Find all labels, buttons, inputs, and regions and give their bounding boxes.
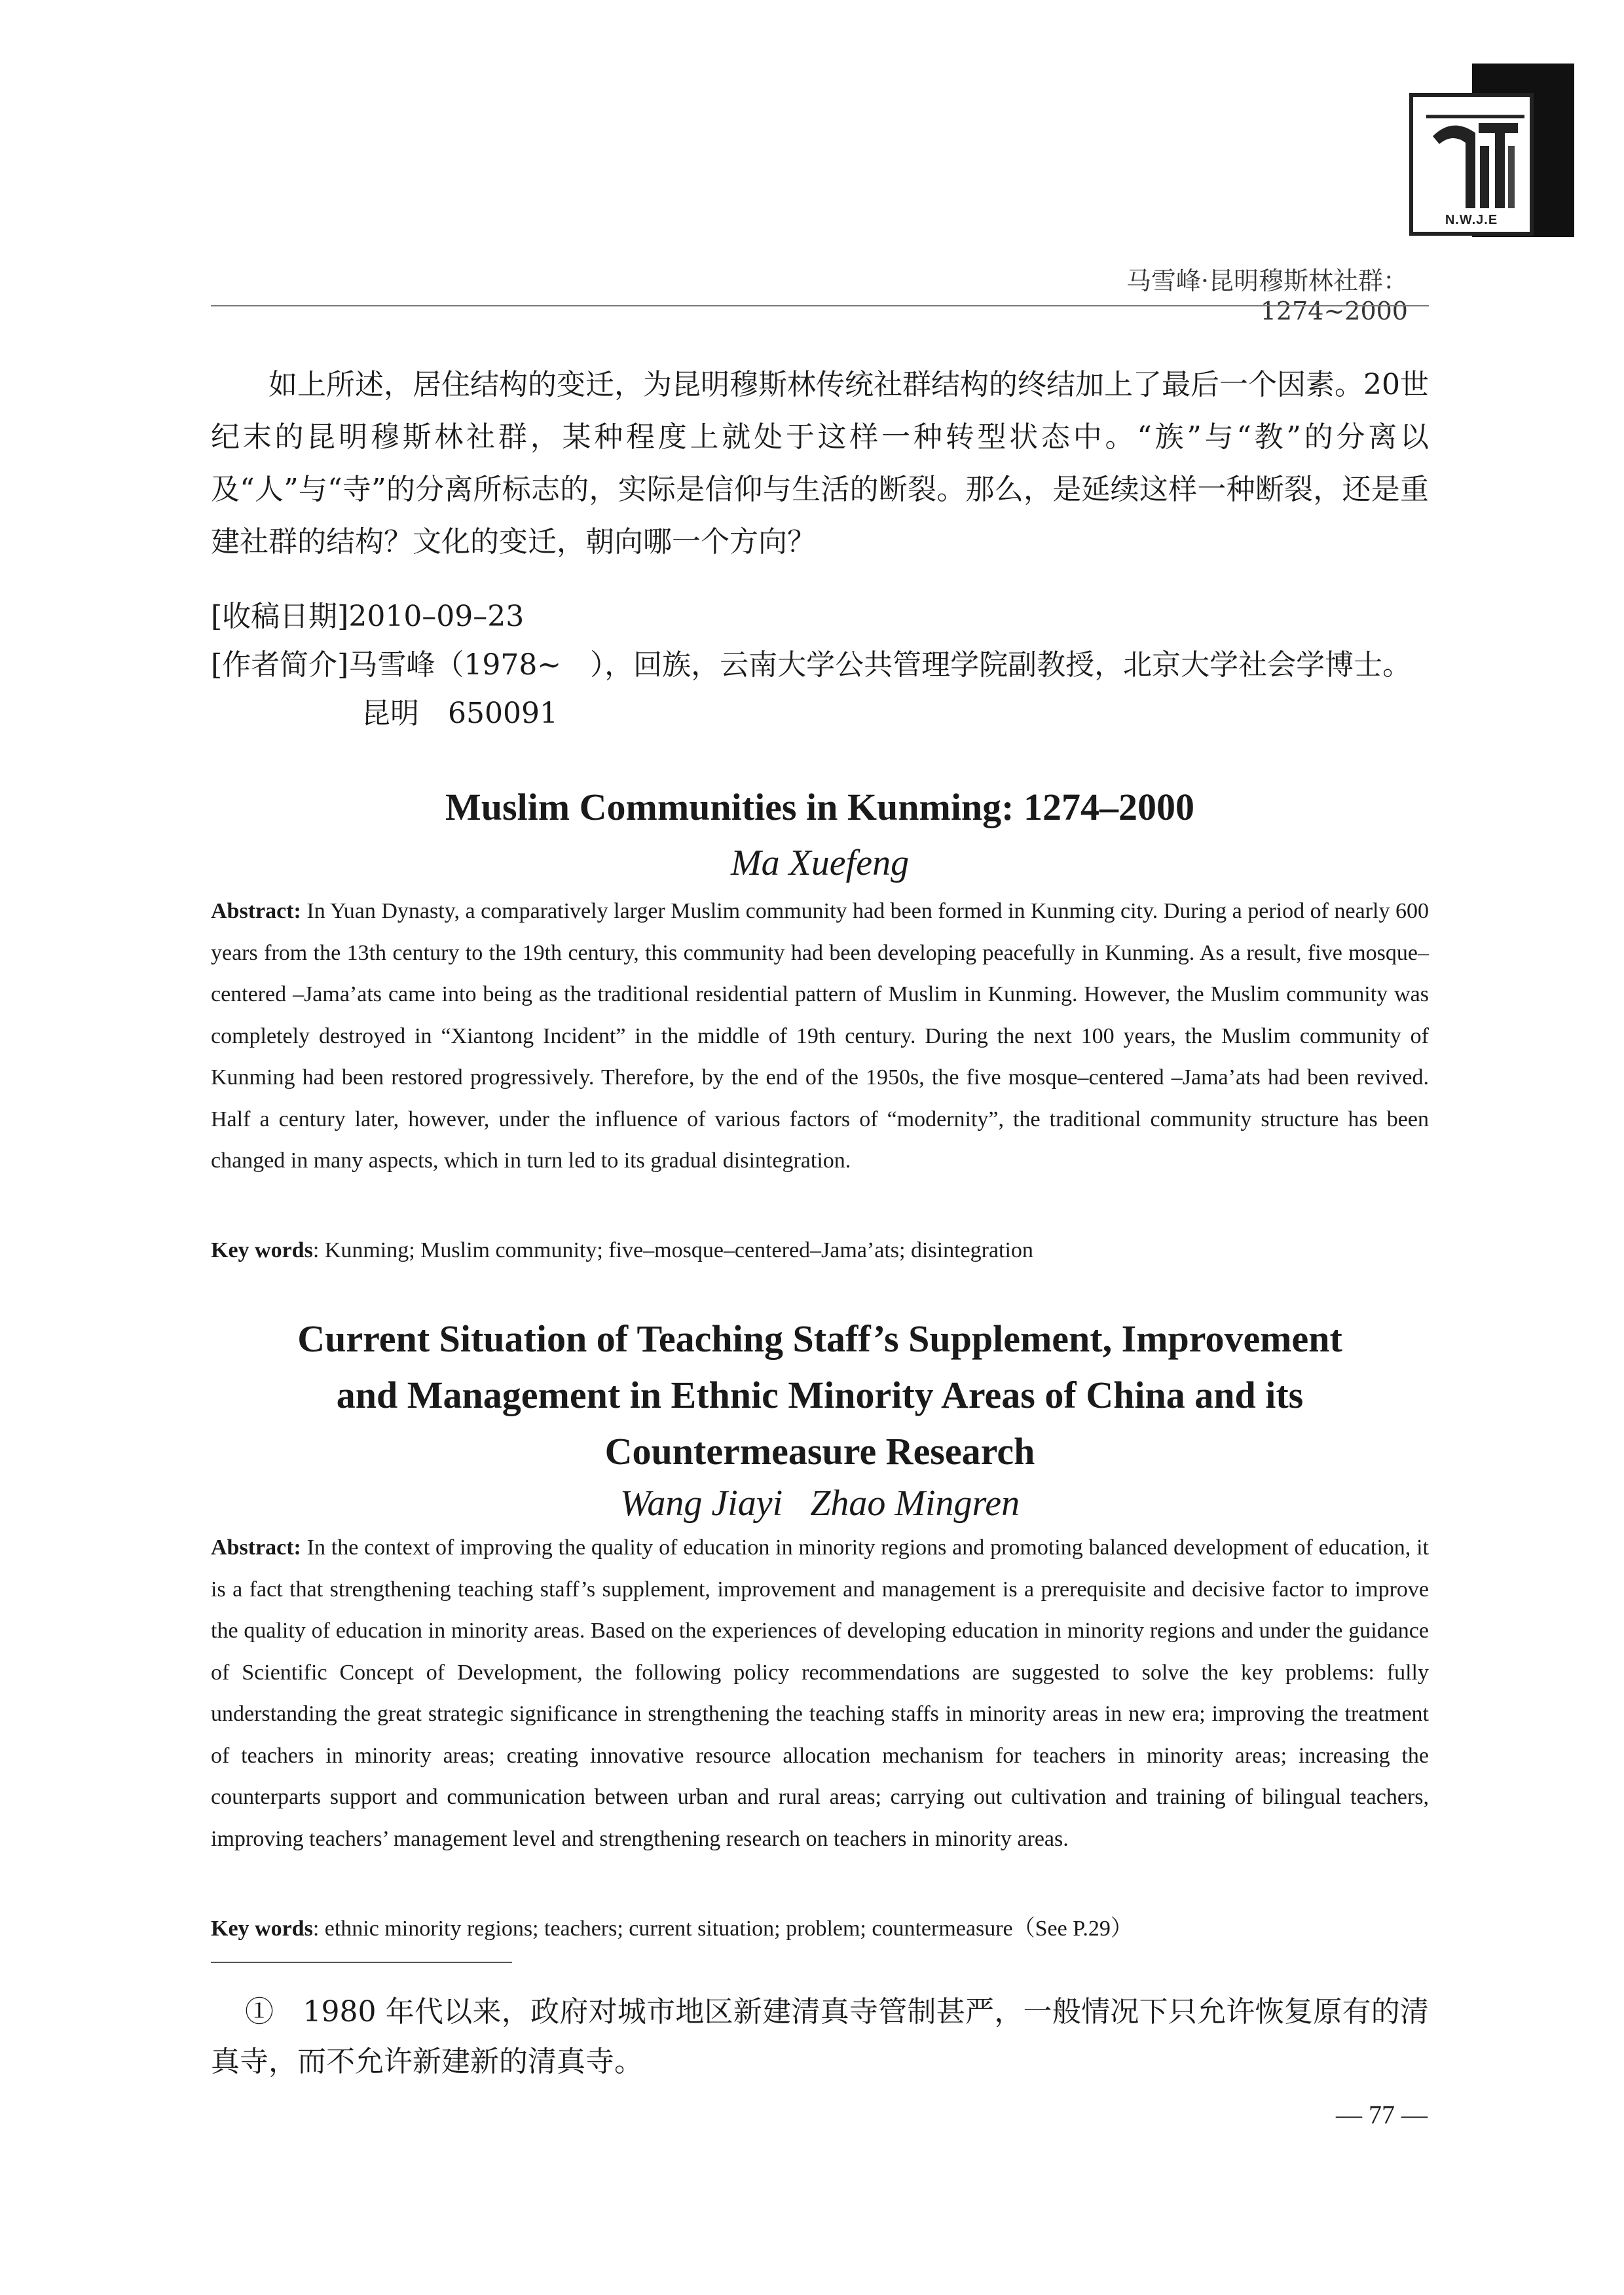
footnote-divider xyxy=(211,1962,512,1963)
article1-author: Ma Xuefeng xyxy=(730,843,910,883)
abstract-label: Abstract: xyxy=(211,1535,301,1560)
abstract-label: Abstract: xyxy=(211,899,301,923)
logo-emblem-icon xyxy=(1413,97,1530,232)
article2-title xyxy=(211,1311,1429,1480)
logo-text: N.W.J.E xyxy=(1445,213,1498,227)
keywords-label: Key words xyxy=(211,1238,313,1262)
chinese-body-paragraph: 如上所述，居住结构的变迁，为昆明穆斯林传统社群结构的终结加上了最后一个因素。20世纪末的昆明穆斯林社群，某种程度上就处于这样一种转型状态中。“族”与“教”的分离以及“人”与“寺”的分离所标志的，实际是信仰与生活的断裂。那么，是延续这样一种断裂，还是重建社群的结构？文化的变迁，朝向哪一个方向？ xyxy=(211,368,1429,559)
article2-title-line-3: Countermeasure Research xyxy=(604,1430,1035,1473)
author-bio: [作者简介]马雪峰（1978~ ），回族，云南大学公共管理学院副教授，北京大学社会学博士。 xyxy=(211,648,1412,682)
abstract-text: In Yuan Dynasty, a comparatively larger Muslim community had been formed in Kunming city. During a period of nearly 600 years from the 13th century to the 19th century, this community had been developing peacefully in Kunming. As a result, five mosque–centered –Jama’ats came into being as the traditional residential pattern of Muslim in Kunming. However, the Muslim community was completely destroyed in “Xiantong Incident” in the middle of 19th century. During the next 100 years, the Muslim community of Kunming had been restored progressively. Therefore, by the end of the 1950s, the five mosque–centered –Jama’ats had been revived. Half a century later, however, under the influence of various factors of “modernity”, the traditional community structure has been changed in many aspects, which in turn led to its gradual disintegration. xyxy=(211,899,1429,1173)
article2-abstract xyxy=(211,1527,1429,1860)
keywords-label: Key words xyxy=(211,1917,313,1941)
article1-keywords xyxy=(211,1231,1429,1270)
article1-title: Muslim Communities in Kunming: 1274–2000 xyxy=(445,786,1194,828)
article2-title-line-2: and Management in Ethnic Minority Areas of China and its xyxy=(336,1374,1304,1416)
received-date: [收稿日期]2010–09–23 xyxy=(211,600,525,633)
article1-abstract xyxy=(211,890,1429,1182)
running-head: 马雪峰·昆明穆斯林社群：1274~2000 xyxy=(1126,266,1408,325)
keywords-text: : Kunming; Muslim community; five–mosque–centered–Jama’ats; disintegration xyxy=(312,1238,1033,1262)
page-number: — 77 — xyxy=(1336,2100,1428,2129)
footnote: ① 1980 年代以来，政府对城市地区新建清真寺管制甚严，一般情况下只允许恢复原有的清真寺，而不允许新建新的清真寺。 xyxy=(211,1995,1429,2078)
abstract-text: In the context of improving the quality of education in minority regions and promoting balanced development of education, it is a fact that strengthening teaching staff’s supplement, improvement and management is a prerequisite and decisive factor to improve the quality of education in minority areas. Based on the experiences of developing education in minority regions and under the guidance of Scientific Concept of Development, the following policy recommendations are suggested to solve the key problems: fully understanding the great strategic significance in strengthening the teaching staffs in minority areas in new era; improving the treatment of teachers in minority areas; creating innovative resource allocation mechanism for teachers in minority areas; increasing the counterparts support and communication between urban and rural areas; carrying out cultivation and training of bilingual teachers, improving teachers’ management level and strengthening research on teachers in minority areas. xyxy=(211,1535,1429,1851)
article2-authors: Wang Jiayi Zhao Mingren xyxy=(619,1483,1020,1524)
author-address: 昆明 650091 xyxy=(361,697,558,730)
article2-title-line-1: Current Situation of Teaching Staff’s Supplement, Improvement xyxy=(297,1317,1342,1360)
article2-keywords xyxy=(211,1909,1429,1949)
header-divider xyxy=(211,305,1429,306)
keywords-text: : ethnic minority regions; teachers; current situation; problem; countermeasure（See P.29） xyxy=(312,1917,1133,1941)
journal-logo xyxy=(1409,93,1534,236)
